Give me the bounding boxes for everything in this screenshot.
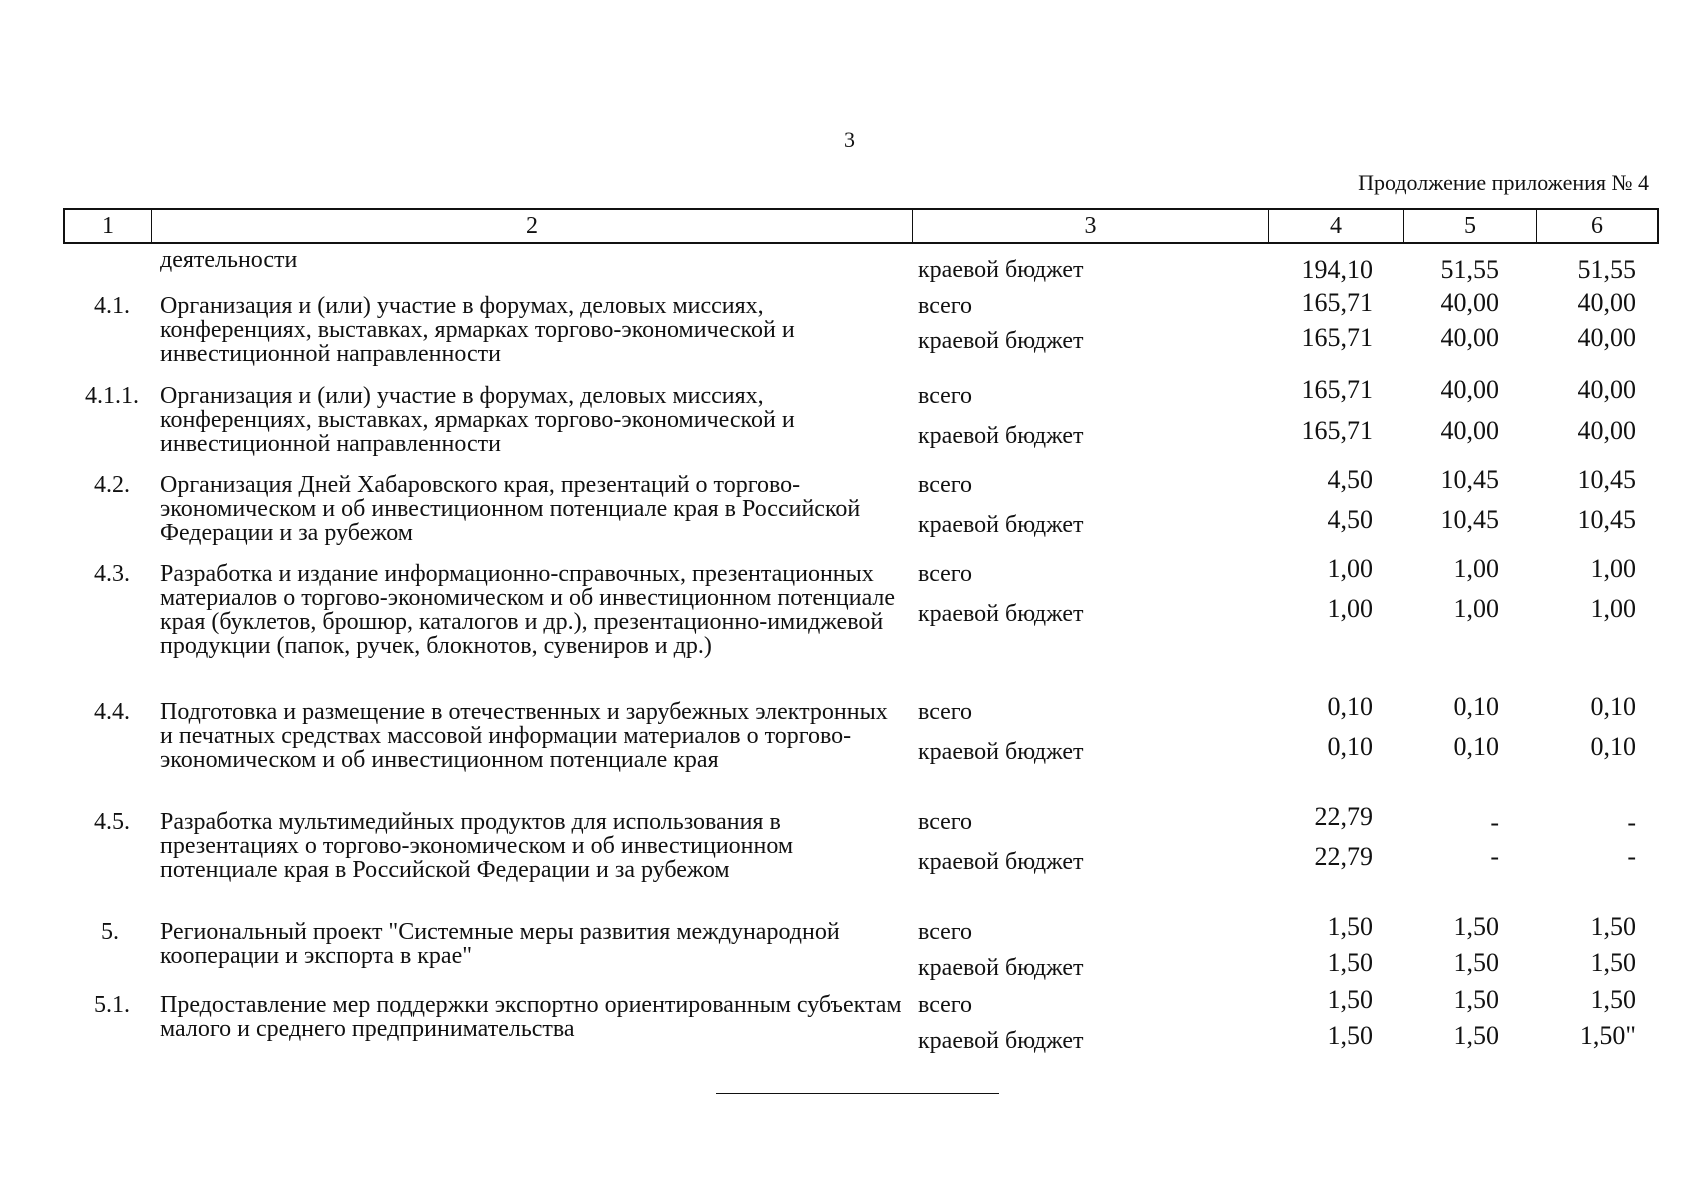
row-budget-label: краевой бюджет — [918, 955, 1084, 981]
row-total-label: всего — [918, 383, 973, 409]
row-budget-col5: 1,50 — [1453, 1021, 1499, 1050]
row-budget-label: краевой бюджет — [918, 849, 1084, 875]
row-name: Подготовка и размещение в отечественных и зарубежных электронных и печатных средствах массовой информации материалов о торгово-экономическом и об инвестиционном потенциале края — [160, 699, 888, 773]
row-name: Разработка мультимедийных продуктов для использования в презентациях о торгово-экономическом и об инвестиционном потенциале края в Российской Федерации и за рубежом — [160, 809, 794, 883]
row-total-label: всего — [918, 561, 973, 587]
row-budget-col4: 165,71 — [1301, 323, 1373, 352]
row-total-col5: 10,45 — [1440, 465, 1499, 494]
row-budget-col6: 1,00 — [1590, 594, 1636, 623]
header-col-5: 5 — [1403, 210, 1536, 242]
row-name: Разработка и издание информационно-справочных, презентационных материалов о торгово-экономическом и об инвестиционном потенциале края (буклетов, брошюр, каталогов и др.), презентационно-имиджевой продукции (папок, ручек, блокнотов, сувениров и др.) — [160, 561, 896, 659]
row-budget-col4: 1,50 — [1327, 1021, 1373, 1050]
row-total-col4: 1,00 — [1327, 554, 1373, 583]
row-budget-col4: 1,50 — [1327, 948, 1373, 977]
header-col-3: 3 — [912, 210, 1268, 242]
row-total-col4: 1,50 — [1327, 985, 1373, 1014]
row-number: 4.4. — [94, 699, 130, 725]
row-budget-col5: 40,00 — [1440, 416, 1499, 445]
row-total-col5: 1,50 — [1453, 985, 1499, 1014]
row-number: 4.2. — [94, 472, 130, 498]
continuation-label: Продолжение приложения № 4 — [1358, 170, 1649, 195]
row-number: 5.1. — [94, 992, 130, 1018]
row-number: 4.1.1. — [85, 383, 139, 409]
row-total-label: всего — [918, 699, 973, 725]
row-name: Организация и (или) участие в форумах, деловых миссиях, конференциях, выставках, ярмарках торгово-экономической и инвестиционной направленности — [160, 383, 795, 457]
row-budget-label: краевой бюджет — [918, 423, 1084, 449]
row-name: Организация и (или) участие в форумах, деловых миссиях, конференциях, выставках, ярмарках торгово-экономической и инвестиционной направленности — [160, 293, 795, 367]
row-total-col4: 22,79 — [1314, 802, 1373, 831]
row-budget-col5: - — [1490, 842, 1499, 871]
row-budget-col4: 165,71 — [1301, 416, 1373, 445]
row-total-label: всего — [918, 809, 973, 835]
row-budget-col6: - — [1627, 842, 1636, 871]
header-col-6: 6 — [1536, 210, 1657, 242]
row-total-col5: - — [1490, 808, 1499, 837]
row-total-col4: 4,50 — [1327, 465, 1373, 494]
row-budget-col4: 4,50 — [1327, 505, 1373, 534]
row-budget-label: краевой бюджет — [918, 1028, 1084, 1054]
row-total-col6: 1,50 — [1590, 985, 1636, 1014]
row-total-col4: 165,71 — [1301, 288, 1373, 317]
row-total-col5: 40,00 — [1440, 288, 1499, 317]
row-budget-col6: 0,10 — [1590, 732, 1636, 761]
row-budget-col5: 1,50 — [1453, 948, 1499, 977]
row-budget-col6: 1,50 — [1590, 948, 1636, 977]
row-budget-col6: 40,00 — [1577, 416, 1636, 445]
row-value-col5: 51,55 — [1440, 255, 1499, 284]
row-budget-col4: 1,00 — [1327, 594, 1373, 623]
row-number: 4.3. — [94, 561, 130, 587]
row-total-label: всего — [918, 992, 973, 1018]
row-number: 5. — [101, 919, 119, 945]
row-total-col5: 1,50 — [1453, 912, 1499, 941]
row-source: краевой бюджет — [918, 257, 1084, 283]
row-total-col6: 1,50 — [1590, 912, 1636, 941]
row-budget-label: краевой бюджет — [918, 601, 1084, 627]
row-budget-col4: 0,10 — [1327, 732, 1373, 761]
header-col-4: 4 — [1268, 210, 1403, 242]
row-total-col6: 10,45 — [1577, 465, 1636, 494]
row-total-col6: 40,00 — [1577, 288, 1636, 317]
row-total-col5: 1,00 — [1453, 554, 1499, 583]
row-budget-label: краевой бюджет — [918, 328, 1084, 354]
row-budget-col4: 22,79 — [1314, 842, 1373, 871]
row-budget-col6: 10,45 — [1577, 505, 1636, 534]
row-total-col6: 40,00 — [1577, 375, 1636, 404]
row-total-col6: 0,10 — [1590, 692, 1636, 721]
row-total-col6: 1,00 — [1590, 554, 1636, 583]
table-header-row — [63, 208, 1659, 244]
row-value-col6: 51,55 — [1577, 255, 1636, 284]
row-total-col4: 1,50 — [1327, 912, 1373, 941]
row-total-label: всего — [918, 293, 973, 319]
row-budget-col5: 40,00 — [1440, 323, 1499, 352]
row-budget-col5: 10,45 — [1440, 505, 1499, 534]
row-total-col4: 165,71 — [1301, 375, 1373, 404]
row-total-label: всего — [918, 472, 973, 498]
row-budget-col6: 40,00 — [1577, 323, 1636, 352]
header-col-1: 1 — [102, 213, 114, 239]
header-col-2: 2 — [151, 210, 912, 242]
row-budget-label: краевой бюджет — [918, 739, 1084, 765]
row-total-col5: 40,00 — [1440, 375, 1499, 404]
row-budget-label: краевой бюджет — [918, 512, 1084, 538]
row-number: 4.1. — [94, 293, 130, 319]
row-budget-col5: 0,10 — [1453, 732, 1499, 761]
row-total-col5: 0,10 — [1453, 692, 1499, 721]
row-total-col4: 0,10 — [1327, 692, 1373, 721]
page-number: 3 — [844, 127, 855, 152]
row-number: 4.5. — [94, 809, 130, 835]
row-budget-col5: 1,00 — [1453, 594, 1499, 623]
row-name: Организация Дней Хабаровского края, презентаций о торгово-экономическом и об инвестиционном потенциале края в Российской Федерации и за рубежом — [160, 472, 861, 546]
row-name: Региональный проект "Системные меры развития международной кооперации и экспорта в крае" — [160, 919, 840, 969]
row-budget-col6: 1,50" — [1579, 1021, 1636, 1050]
row-total-col6: - — [1627, 808, 1636, 837]
row-value-col4: 194,10 — [1301, 255, 1373, 284]
row-name: Предоставление мер поддержки экспортно ориентированным субъектам малого и среднего предпринимательства — [160, 992, 902, 1042]
row-total-label: всего — [918, 919, 973, 945]
row-name: деятельности — [160, 247, 298, 273]
footer-divider — [716, 1093, 999, 1094]
